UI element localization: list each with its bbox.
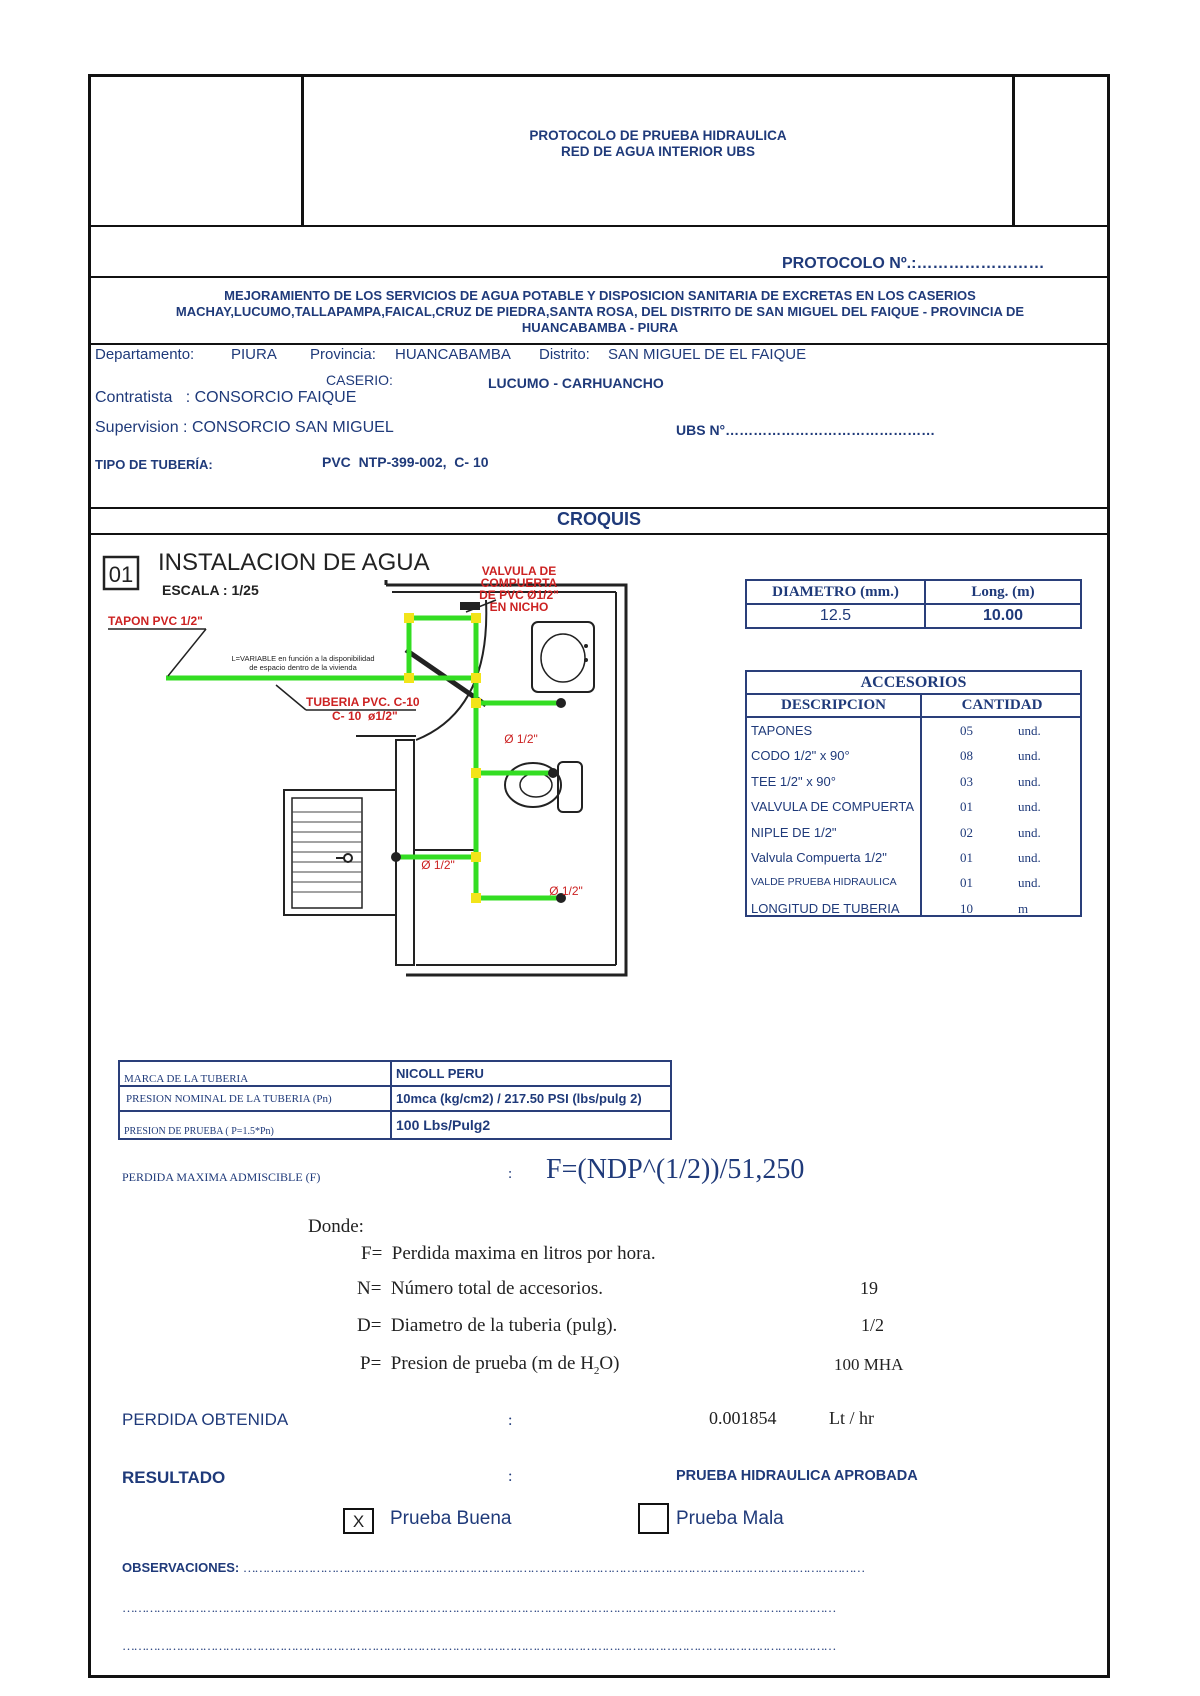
accesorio-unit: m <box>1018 900 1029 916</box>
valvula-label-line3: DE PVC Ø1/2" <box>479 588 559 602</box>
distrito-value: SAN MIGUEL DE EL FAIQUE <box>608 346 807 363</box>
valvula-label-line1: VALVULA DE <box>481 564 557 578</box>
presion-nominal-label: PRESION NOMINAL DE LA TUBERIA (Pn) <box>119 1086 391 1111</box>
marca-value: NICOLL PERU <box>391 1061 671 1086</box>
n-value: 19 <box>860 1278 878 1298</box>
n-definition: N= Número total de accesorios. <box>357 1278 604 1299</box>
variable-note-line2: de espacio dentro de la vivienda <box>249 663 357 672</box>
accesorio-qty: 01 <box>960 849 973 865</box>
perdida-colon: : <box>508 1412 513 1429</box>
presion-prueba-value: 100 Lbs/Pulg2 <box>391 1111 671 1139</box>
accesorio-desc: LONGITUD DE TUBERIA <box>751 900 900 916</box>
drawing-scale: ESCALA : 1/25 <box>162 582 259 598</box>
dimensions-table <box>745 579 1082 629</box>
provincia-value: HUANCABAMBA <box>395 346 511 363</box>
perdida-obtenida-value: 0.001854 <box>709 1408 777 1428</box>
accesorio-row <box>747 794 1080 819</box>
prueba-mala-checkbox[interactable] <box>638 1503 669 1534</box>
header-title-line2: RED DE AGUA INTERIOR UBS <box>560 144 755 159</box>
croquis-title: CROQUIS <box>556 509 641 529</box>
accesorio-row <box>747 845 1080 870</box>
header-title <box>304 128 1012 160</box>
accesorio-row <box>747 870 1080 895</box>
installation-sketch <box>96 540 656 980</box>
d-value: 1/2 <box>861 1315 885 1335</box>
prueba-buena-label: Prueba Buena <box>390 1508 512 1529</box>
tuberia-label-line2: C- 10 ø1/2" <box>332 709 398 723</box>
accesorios-title: ACCESORIOS <box>747 672 1080 695</box>
accesorios-list <box>747 718 1080 921</box>
valvula-label-line2: COMPUERTA <box>480 576 558 590</box>
accesorio-qty: 05 <box>960 723 973 738</box>
tuberia-label-line1: TUBERIA PVC. C-10 <box>306 695 420 709</box>
marca-label: MARCA DE LA TUBERIA <box>119 1061 391 1086</box>
accesorio-qty: 02 <box>960 824 973 840</box>
accesorio-row <box>747 769 1080 794</box>
accesorio-row <box>747 743 1080 768</box>
d-definition: D= Diametro de la tuberia (pulg). <box>357 1315 618 1336</box>
resultado-value: PRUEBA HIDRAULICA APROBADA <box>676 1468 918 1484</box>
descripcion-header: DESCRIPCION <box>780 697 886 713</box>
tuberia-info-table <box>118 1060 672 1140</box>
distrito-label: Distrito: <box>539 346 590 363</box>
provincia-label: Provincia: <box>310 346 376 363</box>
accesorio-desc: VALDE PRUEBA HIDRAULICA <box>751 876 897 889</box>
accesorio-unit: und. <box>1018 773 1041 789</box>
observaciones-line2: …………………………………………………………………………………………………………………………………………………………………… <box>122 1600 835 1615</box>
formula-expression: F=(NDP^(1/2))/51,250 <box>546 1154 805 1185</box>
accesorio-row <box>747 896 1080 921</box>
ubs-number: UBS N°……………………………………… <box>676 422 936 438</box>
accesorio-row <box>747 718 1080 743</box>
accesorio-desc: CODO 1/2" x 90° <box>751 748 850 764</box>
contratista: Contratista : CONSORCIO FAIQUE <box>95 389 357 406</box>
divider <box>88 225 1110 227</box>
departamento-value: PIURA <box>231 346 277 363</box>
header-right-box <box>1012 74 1110 226</box>
perdida-obtenida-unit: Lt / hr <box>829 1408 874 1428</box>
f-definition: F= Perdida maxima en litros por hora. <box>361 1243 656 1264</box>
resultado-label: RESULTADO <box>122 1468 226 1487</box>
perdida-maxima-label: PERDIDA MAXIMA ADMISCIBLE (F) <box>122 1170 321 1184</box>
accesorio-unit: und. <box>1018 875 1041 891</box>
accesorio-desc: TEE 1/2" x 90° <box>751 773 836 789</box>
observaciones-line3: …………………………………………………………………………………………………………………………………………………………………… <box>122 1638 835 1653</box>
accesorio-desc: VALVULA DE COMPUERTA <box>751 799 915 815</box>
accesorio-unit: und. <box>1018 849 1041 865</box>
variable-note-line1: L=VARIABLE en función a la disponibilidad <box>231 654 375 663</box>
accesorio-desc: NIPLE DE 1/2" <box>751 824 837 840</box>
header-left-box <box>88 74 304 226</box>
accesorio-qty: 03 <box>960 773 973 789</box>
caserio-label: CASERIO: <box>326 372 393 388</box>
longitud-header: Long. (m) <box>925 580 1081 604</box>
accesorio-unit: und. <box>1018 799 1041 815</box>
protocol-number: PROTOCOLO Nº.:…………………… <box>782 255 1045 272</box>
tipo-tuberia-label: TIPO DE TUBERÍA: <box>95 457 213 472</box>
header-title-line1: PROTOCOLO DE PRUEBA HIDRAULICA <box>529 128 787 143</box>
supervision: Supervision : CONSORCIO SAN MIGUEL <box>95 419 394 436</box>
longitud-value: 10.00 <box>925 604 1081 628</box>
divider <box>88 343 1110 345</box>
accesorio-unit: und. <box>1018 748 1041 764</box>
project-description <box>100 288 1100 336</box>
accesorio-unit: und. <box>1018 723 1041 738</box>
diametro-value: 12.5 <box>746 604 925 628</box>
drawing-number: 01 <box>108 562 134 587</box>
accesorio-qty: 01 <box>960 875 973 891</box>
donde-label: Donde: <box>308 1216 364 1237</box>
prueba-mala-label: Prueba Mala <box>676 1508 784 1529</box>
accesorio-qty: 10 <box>960 900 973 916</box>
presion-nominal-value: 10mca (kg/cm2) / 217.50 PSI (lbs/pulg 2) <box>391 1086 671 1111</box>
caserio-value: LUCUMO - CARHUANCHO <box>488 375 664 391</box>
accesorio-unit: und. <box>1018 824 1041 840</box>
project-line2: MACHAY,LUCUMO,TALLAPAMPA,FAICAL,CRUZ DE PIEDRA,SANTA ROSA, DEL DISTRITO DE SAN MIGUEL DEL FAIQUE - PROVINCIA DE <box>175 304 1025 319</box>
divider <box>88 533 1110 535</box>
accesorio-qty: 08 <box>960 748 973 764</box>
diameter-label-2: Ø 1/2" <box>421 858 455 872</box>
departamento-label: Departamento: <box>95 346 195 363</box>
accesorio-row <box>747 820 1080 845</box>
diameter-label-1: Ø 1/2" <box>504 732 538 746</box>
accesorios-table <box>745 670 1082 917</box>
divider <box>88 276 1110 278</box>
accesorio-desc: TAPONES <box>751 723 813 738</box>
diametro-header: DIAMETRO (mm.) <box>746 580 925 604</box>
prueba-buena-checkbox[interactable]: X <box>343 1508 374 1534</box>
drawing-title: INSTALACION DE AGUA <box>158 549 430 576</box>
perdida-obtenida-label: PERDIDA OBTENIDA <box>122 1410 289 1429</box>
p-value: 100 MHA <box>834 1355 904 1374</box>
project-line3: HUANCABAMBA - PIURA <box>521 320 679 335</box>
diameter-label-3: Ø 1/2" <box>549 884 583 898</box>
p-definition: P= Presion de prueba (m de $H_2O$) <box>360 1353 620 1377</box>
formula-colon: : <box>508 1166 513 1182</box>
tipo-tuberia-value: PVC NTP-399-002, C- 10 <box>322 454 489 470</box>
accesorio-desc: Valvula Compuerta 1/2" <box>751 849 887 865</box>
valvula-label-line4: EN NICHO <box>489 600 549 614</box>
accesorio-qty: 01 <box>960 799 973 815</box>
tapon-label: TAPON PVC 1/2" <box>108 614 203 628</box>
observaciones-label: OBSERVACIONES: ……………………………………………………………………………………………………………………………………………… <box>122 1560 864 1575</box>
cantidad-header: CANTIDAD <box>961 697 1043 713</box>
presion-prueba-label: PRESION DE PRUEBA ( P=1.5*Pn) <box>119 1111 391 1139</box>
project-line1: MEJORAMIENTO DE LOS SERVICIOS DE AGUA POTABLE Y DISPOSICION SANITARIA DE EXCRETAS EN LOS CASERIOS <box>224 288 976 303</box>
resultado-colon: : <box>508 1468 513 1485</box>
